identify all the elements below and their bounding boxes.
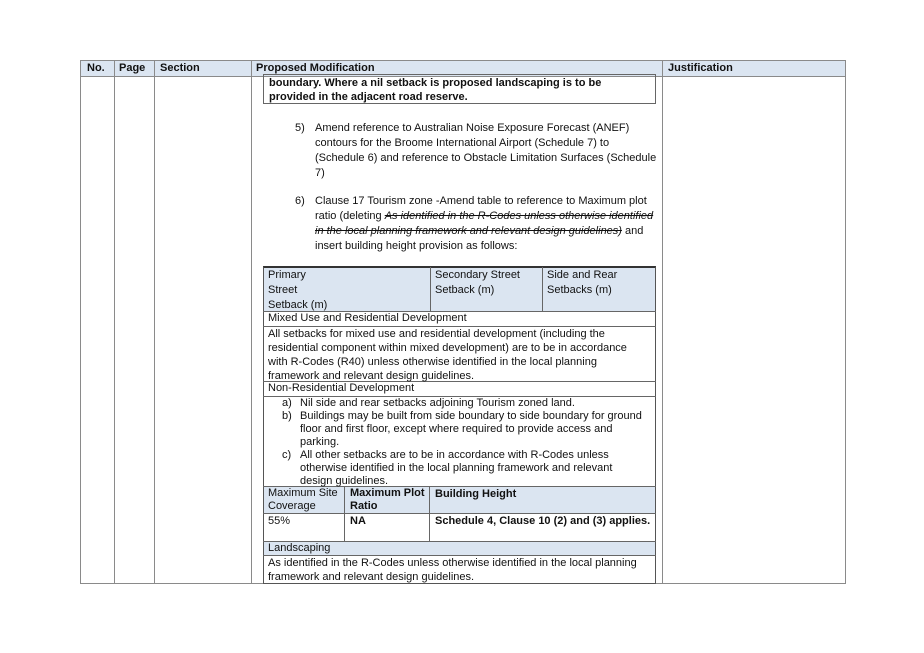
- list-marker: c): [282, 449, 292, 461]
- item-6-number: 6): [295, 195, 305, 207]
- text-line: design guidelines.: [300, 475, 389, 487]
- text-line: framework and relevant design guidelines.: [268, 571, 475, 583]
- header-line: Primary: [268, 269, 306, 281]
- column-divider: [430, 267, 431, 312]
- column-divider: [542, 267, 543, 312]
- item-5-line: Amend reference to Australian Noise Exposure Forecast (ANEF): [315, 122, 630, 134]
- column-divider: [251, 61, 252, 583]
- item-6-suffix: and: [621, 225, 644, 237]
- max-plot-ratio-value: NA: [350, 515, 366, 527]
- text-line: Nil side and rear setbacks adjoining Tourism zoned land.: [300, 397, 575, 409]
- text-line: residential component within mixed development) are to be in accordance: [268, 342, 627, 354]
- item-5-line: (Schedule 6) and reference to Obstacle Limitation Surfaces (Schedule: [315, 152, 657, 164]
- secondary-street-setback-header: [435, 268, 520, 298]
- header-proposed-modification: Proposed Modification: [256, 62, 375, 74]
- header-line: Maximum Site: [268, 487, 338, 499]
- item-6-line: [315, 209, 660, 224]
- item-6-line: Clause 17 Tourism zone -Amend table to reference to Maximum plot: [315, 195, 647, 207]
- text-line: All other setbacks are to be in accordance with R-Codes unless: [300, 449, 609, 461]
- header-no: No.: [87, 62, 105, 74]
- header-line: Setback (m): [268, 299, 328, 311]
- mixed-use-text: [268, 327, 627, 383]
- text-line: otherwise identified in the local planning framework and relevant: [300, 462, 613, 474]
- column-divider: [662, 61, 663, 583]
- continued-text-line: boundary. Where a nil setback is proposed landscaping is to be: [269, 77, 602, 89]
- header-line: Coverage: [268, 500, 316, 512]
- side-rear-setback-header: [547, 268, 617, 298]
- deleted-text: As identified in the R-Codes unless otherwise identified: [384, 210, 654, 222]
- non-residential-list: [266, 397, 656, 488]
- text-line: framework and relevant design guidelines.: [268, 370, 475, 382]
- header-page: Page: [119, 62, 146, 74]
- max-site-coverage-value: 55%: [268, 515, 291, 527]
- item-5-text: [315, 121, 660, 181]
- column-divider: [429, 486, 430, 541]
- item-6-line: insert building height provision as follows:: [315, 240, 518, 252]
- column-divider: [154, 61, 155, 583]
- item-5-line: contours for the Broome International Airport (Schedule 7) to: [315, 137, 610, 149]
- list-marker: a): [282, 397, 292, 409]
- text-line: with R-Codes (R40) unless otherwise identified in the local planning: [268, 356, 597, 368]
- list-marker: b): [282, 410, 292, 422]
- list-item: [266, 449, 656, 488]
- primary-street-setback-header: [268, 268, 327, 313]
- item-6-line: [315, 224, 660, 239]
- item-6-prefix: ratio (deleting: [315, 210, 385, 222]
- building-height-value: Schedule 4, Clause 10 (2) and (3) applies.: [435, 515, 651, 527]
- mixed-use-heading: Mixed Use and Residential Development: [268, 312, 467, 324]
- max-site-coverage-header: [268, 487, 338, 513]
- header-line: Setbacks (m): [547, 284, 612, 296]
- row-divider: [263, 513, 656, 514]
- header-section: Section: [160, 62, 200, 74]
- continued-text-line: provided in the adjacent road reserve.: [269, 91, 468, 103]
- column-divider: [114, 61, 115, 583]
- landscaping-heading: Landscaping: [268, 542, 331, 554]
- item-5-number: 5): [295, 122, 305, 134]
- item-6-text: [315, 194, 660, 254]
- list-item: [266, 397, 656, 410]
- header-line: Street: [268, 284, 298, 296]
- deleted-text: in the local planning framework and relevant design guidelines): [315, 225, 622, 237]
- header-line: Ratio: [350, 500, 378, 512]
- item-5-line: 7): [315, 167, 325, 179]
- list-item: [266, 410, 656, 449]
- text-line: floor and first floor, except where required to provide access and: [300, 423, 613, 435]
- text-line: As identified in the R-Codes unless otherwise identified in the local planning: [268, 557, 637, 569]
- header-justification: Justification: [668, 62, 733, 74]
- continued-text: [269, 76, 649, 104]
- header-line: Maximum Plot: [350, 487, 425, 499]
- column-divider: [344, 486, 345, 541]
- text-line: All setbacks for mixed use and residential development (including the: [268, 328, 605, 340]
- header-line: Setback (m): [435, 284, 495, 296]
- max-plot-ratio-header: [350, 487, 425, 513]
- landscaping-text: [268, 556, 637, 584]
- text-line: Buildings may be built from side boundary to side boundary for ground: [300, 410, 642, 422]
- building-height-header: Building Height: [435, 488, 517, 500]
- header-line: Secondary Street: [435, 269, 520, 281]
- non-residential-heading: Non-Residential Development: [268, 382, 415, 394]
- header-line: Side and Rear: [547, 269, 618, 281]
- text-line: parking.: [300, 436, 340, 448]
